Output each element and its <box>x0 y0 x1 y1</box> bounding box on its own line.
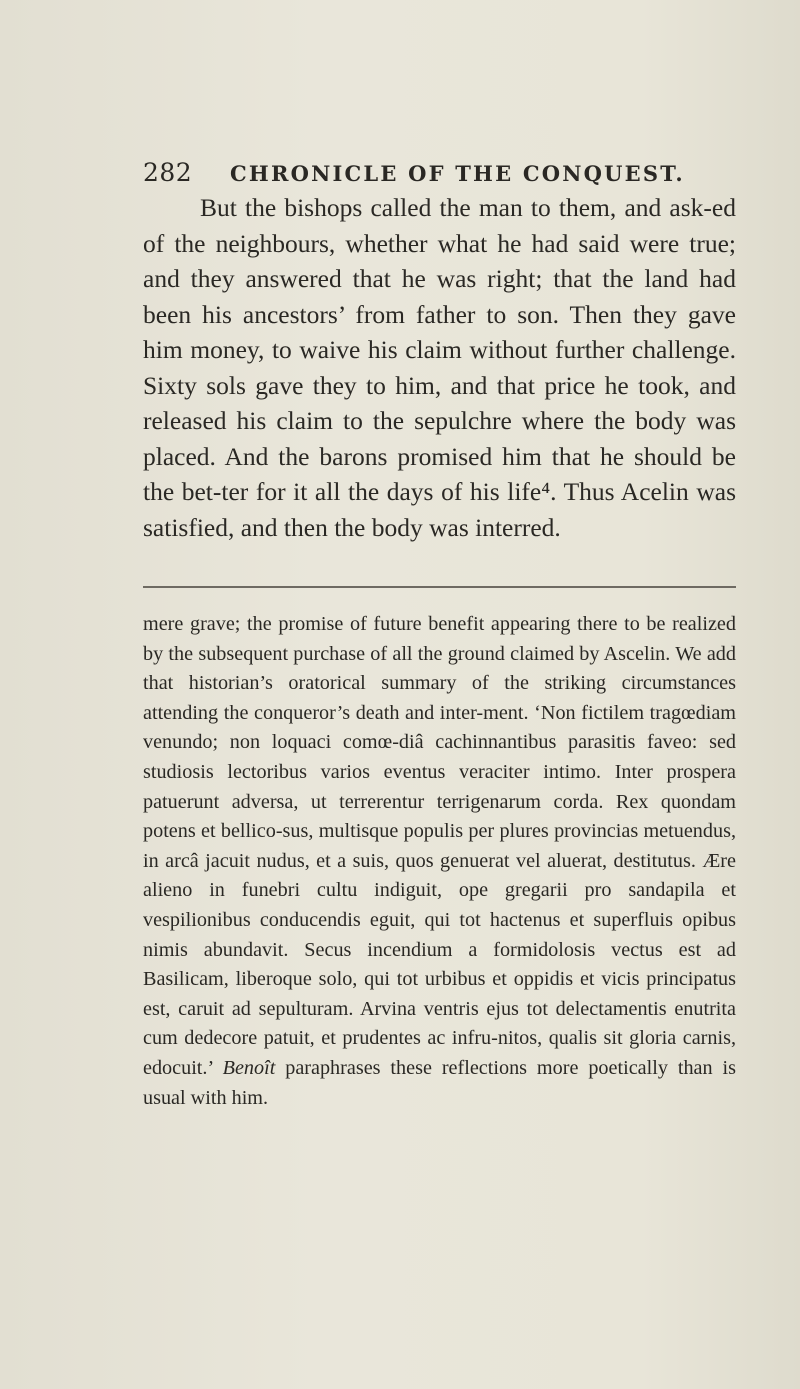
footnote-author-name: Benoît <box>222 1056 276 1079</box>
footnote-text-part2: paraphrases these reflections more poetically than is usual with him. <box>143 1056 736 1109</box>
footnote-paragraph <box>143 610 736 1113</box>
footnote-divider <box>143 586 736 588</box>
footnote-text-part1: mere grave; the promise of future benefit appearing there to be realized by the subsequent purchase of all the ground claimed by Ascelin. We add that historian’s oratorical summary of the striking circumstances attending the conqueror’s death and inter-ment. ‘Non fictilem tragœdiam venundo; non loquaci comœ-diâ cachinnantibus parasitis faveo: sed studiosis lectoribus varios eventus veraciter intimo. Inter prospera patuerunt adversa, ut terrerentur terrigenarum corda. Rex quondam potens et bellico-sus, multisque populis per plures provincias metuendus, in arcâ jacuit nudus, et a suis, quos genuerat vel aluerat, destitutus. Ære alieno in funebri cultu indiguit, ope gregarii pro sandapila et vespilionibus conducendis eguit, qui tot hactenus et superfluis opibus nimis abundavit. Secus incendium a formidolosis vectus est ad Basilicam, liberoque solo, qui tot urbibus et oppidis et vicis principatus est, caruit ad sepulturam. Arvina ventris ejus tot delectamentis enutrita cum dedecore patuit, et prudentes ac infru-nitos, qualis sit gloria carnis, edocuit.’ <box>143 613 736 1079</box>
running-head: CHRONICLE OF THE CONQUEST. <box>230 161 685 186</box>
page-number: 282 <box>143 158 193 187</box>
main-paragraph: But the bishops called the man to them, and ask-ed of the neighbours, whether what he had said were true; and they answered that he was right; that the land had been his ancestors’ from father to son. Then they gave him money, to waive his claim without further challenge. Sixty sols gave they to him, and that price he took, and released his claim to the sepulchre where the body was placed. And the barons promised him that he should be the bet-ter for it all the days of his life⁴. Thus Acelin was satisfied, and then the body was interred. <box>143 193 736 542</box>
